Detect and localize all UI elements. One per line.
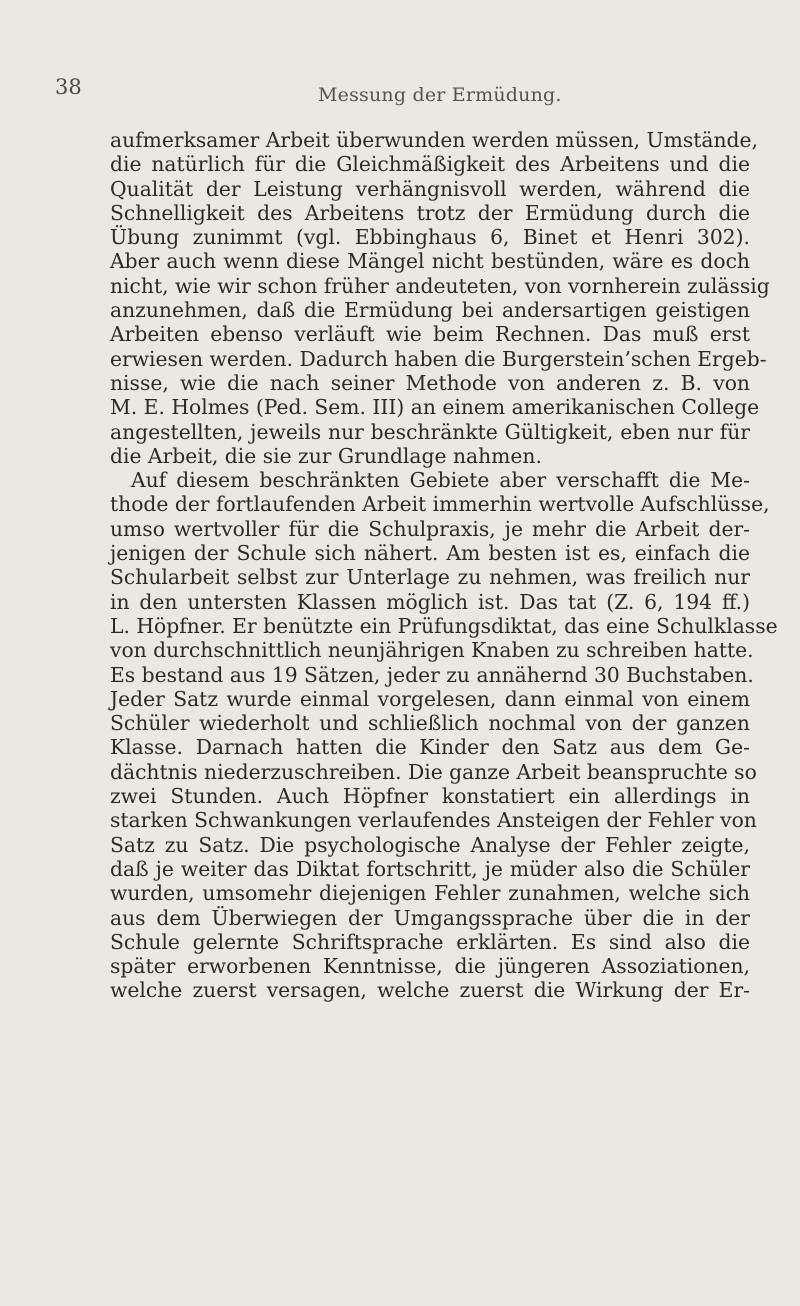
text-line: die natürlich für die Gleichmäßigkeit des Arbeitens und die: [110, 152, 750, 177]
text-line: Schüler wiederholt und schließlich nochmal von der ganzen: [110, 711, 750, 736]
paragraph-end-line: die Arbeit, die sie zur Grundlage nahmen.: [110, 443, 542, 468]
text-line: L. Höpfner. Er benützte ein Prüfungsdiktat, das eine Schulklasse: [110, 613, 778, 638]
text-line: Übung zunimmt (vgl. Ebbinghaus 6, Binet et Henri 302).: [110, 225, 750, 250]
text-line: von durchschnittlich neunjährigen Knaben zu schreiben hatte.: [110, 638, 754, 663]
text-line: in den untersten Klassen möglich ist. Das tat (Z. 6, 194 ff.): [110, 589, 750, 614]
text-line: thode der fortlaufenden Arbeit immerhin wertvolle Aufschlüsse,: [110, 492, 770, 517]
text-line: Klasse. Darnach hatten die Kinder den Satz aus dem Ge-: [110, 735, 750, 760]
text-line: Schularbeit selbst zur Unterlage zu nehmen, was freilich nur: [110, 565, 750, 590]
text-line: später erworbenen Kenntnisse, die jüngeren Assoziationen,: [110, 954, 750, 979]
body-text: [110, 128, 778, 1003]
page-number: 38: [55, 75, 82, 99]
text-line: nicht, wie wir schon früher andeuteten, von vornherein zulässig: [110, 273, 770, 298]
text-line: erwiesen werden. Dadurch haben die Burgerstein’schen Ergeb-: [110, 346, 767, 371]
text-line: M. E. Holmes (Ped. Sem. III) an einem amerikanischen College: [110, 395, 760, 420]
text-line: Aber auch wenn diese Mängel nicht bestünden, wäre es doch: [110, 249, 750, 274]
text-line: angestellten, jeweils nur beschränkte Gültigkeit, eben nur für: [110, 419, 750, 444]
text-line: aufmerksamer Arbeit überwunden werden müssen, Umstände,: [110, 128, 758, 152]
text-line: daß je weiter das Diktat fortschritt, je müder also die Schüler: [110, 856, 750, 881]
text-line: Schnelligkeit des Arbeitens trotz der Ermüdung durch die: [110, 200, 750, 225]
text-line: umso wertvoller für die Schulpraxis, je mehr die Arbeit der-: [110, 516, 750, 541]
running-head: Messung der Ermüdung.: [318, 84, 562, 106]
text-line: aus dem Überwiegen der Umgangssprache über die in der: [110, 905, 750, 930]
text-line: wurden, umsomehr diejenigen Fehler zunahmen, welche sich: [110, 881, 750, 906]
text-line: Arbeiten ebenso verläuft wie beim Rechnen. Das muß erst: [110, 322, 750, 347]
text-line: starken Schwankungen verlaufendes Ansteigen der Fehler von: [110, 808, 757, 833]
text-line: Qualität der Leistung verhängnisvoll werden, während die: [110, 176, 750, 201]
text-line: welche zuerst versagen, welche zuerst die Wirkung der Er-: [110, 978, 750, 1003]
text-line: nisse, wie die nach seiner Methode von anderen z. B. von: [110, 370, 750, 395]
paragraph-first-line: Auf diesem beschränkten Gebiete aber verschafft die Me-: [131, 468, 750, 493]
text-line: Satz zu Satz. Die psychologische Analyse der Fehler zeigte,: [110, 832, 750, 857]
text-line: anzunehmen, daß die Ermüdung bei andersartigen geistigen: [110, 298, 750, 323]
text-line: Schule gelernte Schriftsprache erklärten. Es sind also die: [110, 929, 750, 954]
text-line: Es bestand aus 19 Sätzen, jeder zu annähernd 30 Buchstaben.: [110, 662, 754, 687]
text-line: zwei Stunden. Auch Höpfner konstatiert ein allerdings in: [110, 784, 750, 809]
text-line: jenigen der Schule sich nähert. Am besten ist es, einfach die: [110, 541, 750, 566]
text-line: Jeder Satz wurde einmal vorgelesen, dann einmal von einem: [110, 686, 750, 711]
text-line: dächtnis niederzuschreiben. Die ganze Arbeit beanspruchte so: [110, 759, 757, 784]
